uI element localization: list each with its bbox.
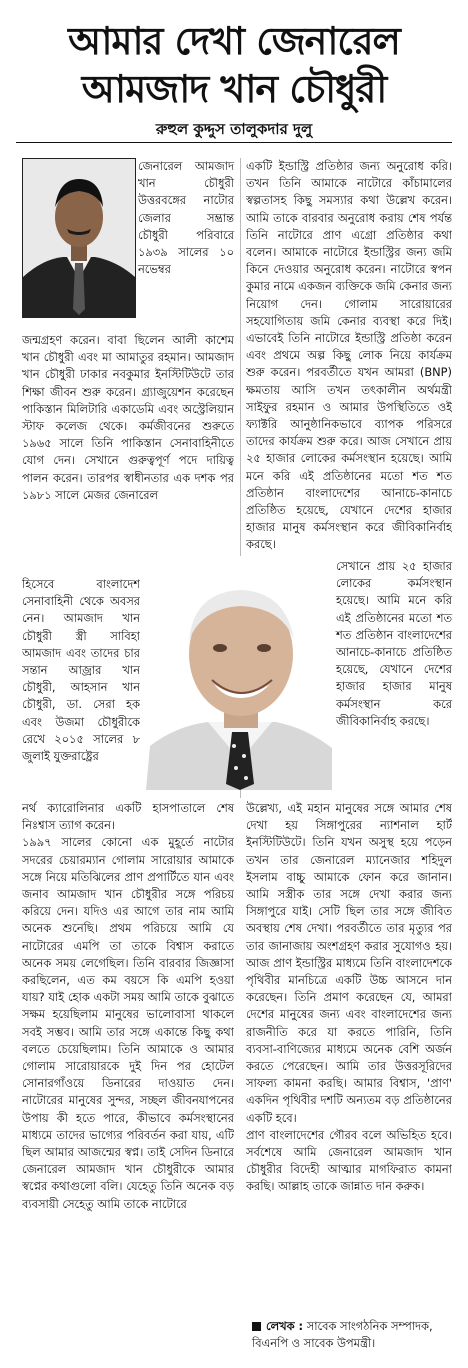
col2-paragraph-3: প্রাণ বাংলাদেশের গৌরব বলে অভিহিত হবে। সর্বশেষে আমি জেনারেল আমজাদ খান চৌধুরীর বিদেহী আত্মার মাগফিরাত কামনা করছি। আল্লাহ তাকে জান্নাত দান করুক। (246, 1127, 452, 1194)
author-note (252, 1318, 452, 1352)
col2-paragraph-2: উল্লেখ্য, এই মহান মানুষের সঙ্গে আমার শেষ দেখা হয় সিঙ্গাপুরের ন্যাশনাল হার্ট ইনস্টিটিউটে। তিনি যখন অসুস্থ হয়ে পড়েন তখন তার জেনারেল ম্যানেজার শহিদুল ইসলাম বাচ্চু আমাকে ফোন করে জানান। আমি সস্ত্রীক তার সঙ্গে দেখা করার জন্য সিঙ্গাপুরে যাই। সেটি ছিল তার সঙ্গে জীবিত অবস্থায় শেষ দেখা। পরবর্তীতে তার মৃত্যুর পর তার জানাজায় অংশগ্রহণ করার সুযোগও হয়। আজ প্রাণ ইন্ডাস্ট্রির মাধ্যমে তিনি বাংলাদেশকে পৃথিবীর মানচিত্রে একটি উচ্চ আসনে দান করেছেন। তিনি প্রমাণ করেছেন যে, আমরা দেশের মানুষের জন্য এবং বাংলাদেশের জন্য রাজনীতি করে যা করতে পারিনি, তিনি ব্যবসা-বাণিজ্যের মাধ্যমে অনেক বেশি অর্জন করতে পেরেছেন। আমি তার উত্তরসূরিদের সাফল্য কামনা করছি। আমার বিশ্বাস, 'প্রাণ' একদিন পৃথিবীর দশটি অন্যতম বড় প্রতিষ্ঠানের একটি হবে। (246, 801, 452, 1125)
square-bullet-icon (252, 1322, 261, 1331)
headline-line-1: আমার দেখা জেনারেল (68, 19, 400, 63)
col1-paragraph-2: ১৯৯৭ সালের কোনো এক মুহূর্তে নাটোর সদরের চেয়ারম্যান গোলাম সারোয়ার আমাকে সঙ্গে নিয়ে মতিঝিলের প্রাণ প্রপার্টিতে যান এবং জনাব আমজাদ খান চৌধুরীর সঙ্গে পরিচয় করিয়ে দেন। যদিও এর আগে তার নাম আমি অনেক শুনেছি। প্রথম পরিচয়ে আমি যে নাটোরের এমপি তা তাকে বিশ্বাস করাতে অনেক সময় লেগেছিল। তিনি বারবার জিজ্ঞাসা করছিলেন, এত কম বয়সে কি এমপি হওয়া যায়? যাই হোক একটা সময় আমি তাকে বুঝাতে সক্ষম হয়েছিলাম মানুষের ভালোবাসা থাকলে সবই সম্ভব। আমি তার সঙ্গে একান্তে কিছু কথা বলতে চেয়েছিলাম। তিনি আমাকে ও আমার গোলাম সারোয়ারকে দুই দিন পর হোটেল সোনারগাঁওয়ে ডিনারের দাওয়াত দেন। নাটোরের মানুষের সুন্দর, সচ্ছল জীবনযাপনের উপায় কী হতে পারে, কীভাবে কর্মসংস্থানের মাধ্যমে তাদের ভাগ্যের পরিবর্তন করা যায়, এটি ছিল আমার আজন্মের স্বপ্ন। তাই সেদিন ডিনারে জেনারেল আমজাদ খান চৌধুরীকে আমার স্বপ্নের কথাগুলো বলি। যেহেতু তিনি অনেক বড় ব্যবসায়ী সেহেতু আমি তাকে নাটোরে (22, 835, 234, 1211)
col1-text-mid (22, 332, 234, 576)
col2-wrap-right (336, 558, 452, 730)
col1-wrap-bottom (22, 576, 140, 800)
col1-death-line: নর্থ ক্যারোলিনার একটি হাসপাতালে শেষ নিঃশ্বাস ত্যাগ করেন। (22, 801, 234, 833)
col1-wrap-text: জেনারেল আমজাদ খান চৌধুরী উত্তরবঙ্গের নাটোর জেলার সম্ভ্রান্ত চৌধুরী পরিবারে ১৯৩৯ সালের ১০ নভেম্বর (138, 159, 234, 277)
byline: রুহুল কুদ্দুস তালুকদার দুলু (155, 120, 313, 138)
col2-text-bottom (246, 800, 452, 1316)
col1-wrap-top (138, 158, 234, 278)
col2-text-top (246, 158, 452, 558)
author-label: লেখক : (266, 1319, 304, 1333)
author-photo (22, 158, 136, 318)
col2-paragraph-1: একটি ইন্ডাস্ট্রি প্রতিষ্ঠার জন্য অনুরোধ করি। তখন তিনি আমাকে নাটোরে কাঁচামালের স্বল্পতাসহ কিছু সমস্যার কথা উল্লেখ করেন। আমি তাকে বারবার অনুরোধ করায় শেষ পর্যন্ত তিনি নাটোরে প্রাণ এগ্রো প্রতিষ্ঠার কথা বলেন। আমাকে নাটোরে ইন্ডাস্ট্রির জন্য জমি কিনে দেওয়ার অনুরোধ করেন। নাটোরে স্বপন কুমার নামে একজন ব্যক্তিকে জমি কেনার জন্য নিয়োগ দেন। গোলাম সারোয়ারের সহযোগিতায় জমি কেনার ব্যবস্থা করে দিই। এভাবেই তিনি নাটোরে ইন্ডাস্ট্রি প্রতিষ্ঠা করেন এবং প্রথমে অল্প কিছু লোক নিয়ে কার্যক্রম শুরু করেন। পরবর্তীতে যখন আমরা (BNP) ক্ষমতায় আসি তখন তৎকালীন অর্থমন্ত্রী সাইফুর রহমান ও আমার উপস্থিতিতে ওই ফ্যাক্টরি আনুষ্ঠানিকভাবে ব্যাপক পরিসরে তাদের কার্যক্রম শুরু করে। আজ সেখানে প্রায় ২৫ হাজার লোকের কর্মসংস্থান হয়েছে। আমি মনে করি এই প্রতিষ্ঠানের মতো শত শত প্রতিষ্ঠান বাংলাদেশের আনাচে-কানাচে প্রতিষ্ঠিত হয়েছে, যেখানে দেশের হাজার হাজার মানুষ কর্মসংস্থান করে জীবিকানির্বাহ করছে। (246, 159, 452, 552)
col1-intro-paragraph: জন্মগ্রহণ করেন। বাবা ছিলেন আলী কাশেম খান চৌধুরী এবং মা আমাতুর রহমান। আমজাদ খান চৌধুরী ঢাকার নবকুমার ইনস্টিটিউটে তার শিক্ষা জীবন শুরু করেন। গ্র্যাজুয়েশন করেছেন পাকিস্তান মিলিটারি একাডেমি এবং অস্ট্রেলিয়ান স্টাফ কলেজ থেকে। কর্মজীবনের শুরুতে ১৯৬৫ সালে তিনি পাকিস্তান সেনাবাহিনীতে যোগ দেন। সেখানে গুরুত্বপূর্ণ পদে দায়িত্ব পালন করেন। তারপর স্বাধীনতার এক দশক পর ১৯৮১ সালে মেজর জেনারেল (22, 333, 234, 502)
headline-line-2: আমজাদ খান চৌধুরী (81, 67, 387, 111)
subject-photo (146, 556, 332, 790)
header-rule (16, 142, 452, 143)
col2-wrap-text: সেখানে প্রায় ২৫ হাজার লোকের কর্মসংস্থান হয়েছে। আমি মনে করি এই প্রতিষ্ঠানের মতো শত শত প্রতিষ্ঠান বাংলাদেশের আনাচে-কানাচে প্রতিষ্ঠিত হয়েছে, যেখানে দেশের হাজার হাজার মানুষ কর্মসংস্থান করে জীবিকানির্বাহ করছে। (336, 559, 452, 728)
col1-wrap-bottom-text: হিসেবে বাংলাদেশ সেনাবাহিনী থেকে অবসর নেন। আমজাদ খান চৌধুরী স্ত্রী সাবিহা আমজাদ এবং তাদের চার সন্তান আজ্রার খান চৌধুরী, আহসান খান চৌধুরী, ডা. সেরা হক এবং উজমা চৌধুরীকে রেখে ২০১৫ সালের ৮ জুলাই যুক্তরাষ্ট্রের (22, 577, 140, 764)
col1-text-bottom (22, 800, 234, 1346)
author-description: সাবেক সাংগঠনিক সম্পাদক, বিএনপি ও সাবেক উপমন্ত্রী। (252, 1319, 433, 1351)
